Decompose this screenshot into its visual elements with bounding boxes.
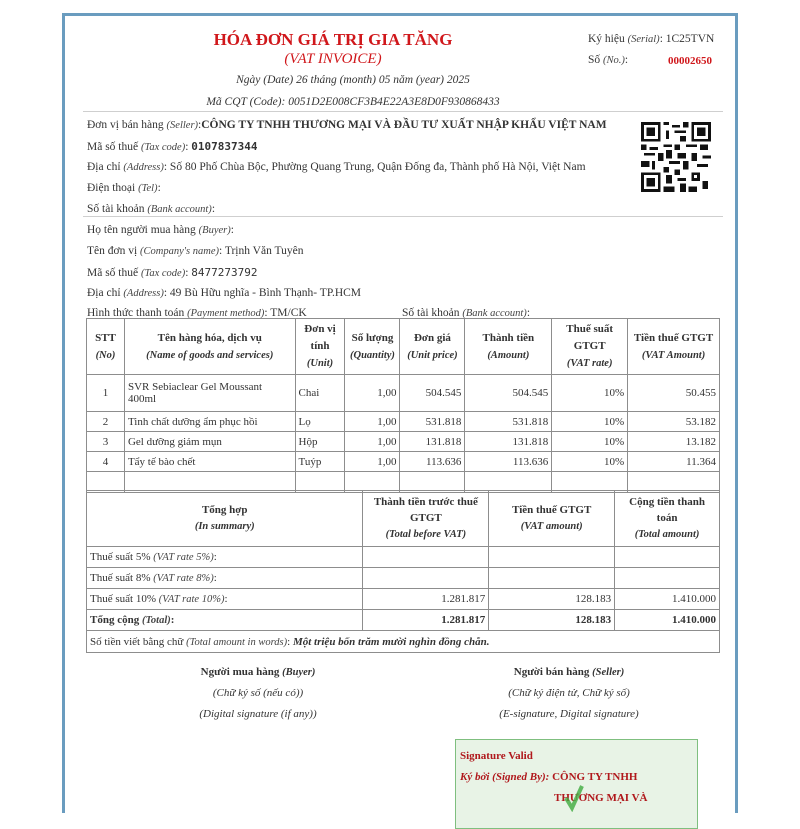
cell-no: 1 <box>87 375 125 412</box>
seller-sign-note: (Chữ ký điện tử, Chữ ký số) <box>508 687 630 699</box>
table-row <box>87 412 720 432</box>
invoice-no-line: Số (No.): <box>588 54 629 66</box>
summary-total <box>615 547 720 568</box>
no-label: Số <box>588 54 601 66</box>
buyer-bank-line: Số tài khoản (Bank account): <box>402 307 531 319</box>
summary-header-before: Thành tiền trước thuế GTGT (Total before VAT) <box>363 491 489 547</box>
buyer-tax-en: (Tax code) <box>140 268 186 279</box>
buyer-company-line: Tên đơn vị (Company's name): Trịnh Văn Tuyên <box>87 245 304 257</box>
summary-row <box>87 589 720 610</box>
cell-price: 504.545 <box>400 375 465 412</box>
buyer-tax-line: Mã số thuế (Tax code): 8477273792 <box>87 266 258 279</box>
summary-vat: 128.183 <box>489 589 615 610</box>
seller-name-line: Đơn vị bán hàng (Seller):CÔNG TY TNHH THƯƠNG MẠI VÀ ĐẦU TƯ XUẤT NHẬP KHẨU VIỆT NAM <box>87 119 607 131</box>
cell-name: Tẩy tế bào chết <box>124 452 295 472</box>
table-row <box>87 432 720 452</box>
summary-before: 1.281.817 <box>363 589 489 610</box>
items-header-row <box>87 319 720 375</box>
signed-by-name: CÔNG TY TNHH <box>552 771 638 783</box>
seller-address-en: (Address) <box>123 162 164 173</box>
serial-en: (Serial) <box>627 34 660 45</box>
buyer-en: (Buyer) <box>198 225 231 236</box>
seller-bank-label: Số tài khoản <box>87 203 145 215</box>
invoice-subtitle: (VAT INVOICE) <box>284 51 382 67</box>
cell-price: 113.636 <box>400 452 465 472</box>
invoice-date: Ngày (Date) 26 tháng (month) 05 năm (year) 2025 <box>236 74 470 86</box>
seller-bank-line: Số tài khoản (Bank account): <box>87 203 216 215</box>
invoice-title: HÓA ĐƠN GIÁ TRỊ GIA TĂNG <box>213 30 453 49</box>
seller-signature-block: Người bán hàng (Seller) (Chữ ký điện tử, Chữ ký số) (E-signature, Digital signature) <box>499 666 639 720</box>
seller-tax-en: (Tax code) <box>140 142 186 153</box>
cell-amount: 113.636 <box>465 452 552 472</box>
qr-code-icon <box>641 122 711 192</box>
payment-method-line: Hình thức thanh toán (Payment method): TM/CK <box>87 307 307 319</box>
seller-name-en: (Seller) <box>166 120 199 131</box>
seller-tax-code: 0107837344 <box>191 140 258 153</box>
summary-header-row <box>87 491 720 547</box>
cell-unit: Chai <box>295 375 345 412</box>
cell-rate: 10% <box>552 452 628 472</box>
serial-value: 1C25TVN <box>665 33 715 45</box>
signed-by-line <box>460 771 637 783</box>
digital-signature-box[interactable] <box>455 739 698 829</box>
summary-before <box>363 568 489 589</box>
col-header-unit: Đơn vị tính (Unit) <box>295 319 345 375</box>
summary-total <box>615 568 720 589</box>
col-header-rate: Thuế suất GTGT (VAT rate) <box>552 319 628 375</box>
seller-sign-title: Người bán hàng <box>513 666 590 678</box>
cell-name: Tinh chất dưỡng ẩm phục hồi <box>124 412 295 432</box>
signed-by-name-2: THƯƠNG MẠI VÀ <box>554 792 648 804</box>
seller-tax-label: Mã số thuế <box>87 141 139 153</box>
buyer-bank-label: Số tài khoản <box>402 307 460 319</box>
buyer-address-en: (Address) <box>123 288 164 299</box>
seller-address-label: Địa chỉ <box>87 161 121 173</box>
items-table <box>86 318 720 493</box>
seller-address-line: Địa chỉ (Address): Số 80 Phố Chùa Bộc, Phường Quang Trung, Quận Đống đa, Thành phố Hà Nội, Việt Nam <box>87 161 586 173</box>
divider <box>83 216 723 217</box>
cell-vat: 11.364 <box>628 452 720 472</box>
summary-row <box>87 547 720 568</box>
seller-tax-line: Mã số thuế (Tax code): 0107837344 <box>87 140 258 153</box>
cell-price: 131.818 <box>400 432 465 452</box>
seller-address: Số 80 Phố Chùa Bộc, Phường Quang Trung, Quận Đống đa, Thành phố Hà Nội, Việt Nam <box>169 161 586 173</box>
seller-tel-label: Điện thoại <box>87 182 136 194</box>
cell-name: SVR Sebiaclear Gel Moussant 400ml <box>124 375 295 412</box>
buyer-name-line: Họ tên người mua hàng (Buyer): <box>87 224 234 236</box>
cell-qty: 1,00 <box>345 375 400 412</box>
cell-rate: 10% <box>552 375 628 412</box>
buyer-signature-block: Người mua hàng (Buyer) (Chữ ký số (nếu có)) (Digital signature (if any)) <box>199 666 317 720</box>
summary-total: 1.410.000 <box>615 589 720 610</box>
buyer-company-en: (Company's name) <box>140 246 219 257</box>
signature-valid-label: Signature Valid <box>460 750 533 762</box>
buyer-address: 49 Bù Hữu nghĩa - Bình Thạnh- TP.HCM <box>169 287 362 299</box>
cell-no: 2 <box>87 412 125 432</box>
cell-amount: 531.818 <box>465 412 552 432</box>
cell-qty: 1,00 <box>345 452 400 472</box>
seller-name-label: Đơn vị bán hàng <box>87 119 164 131</box>
summary-header-total: Cộng tiền thanh toán (Total amount) <box>615 491 720 547</box>
summary-vat <box>489 547 615 568</box>
seller-sign-note-en: (E-signature, Digital signature) <box>499 708 639 720</box>
cqt-label: Mã CQT (Code): <box>206 96 289 108</box>
cell-unit: Hộp <box>295 432 345 452</box>
cell-qty: 1,00 <box>345 432 400 452</box>
payment-label: Hình thức thanh toán <box>87 307 185 319</box>
cqt-code: 0051D2E008CF3B4E22A3E8D0F930868433 <box>288 96 500 108</box>
amount-in-words-row <box>87 631 720 653</box>
summary-row-label: Thuế suất 10% (VAT rate 10%): <box>87 589 363 610</box>
buyer-tax-label: Mã số thuế <box>87 267 139 279</box>
summary-total-row <box>87 610 720 631</box>
summary-row-label: Thuế suất 5% (VAT rate 5%): <box>87 547 363 568</box>
seller-name: CÔNG TY TNHH THƯƠNG MẠI VÀ ĐẦU TƯ XUẤT NHẬP KHẨU VIỆT NAM <box>201 119 607 131</box>
payment-en: (Payment method) <box>187 308 265 319</box>
summary-vat <box>489 568 615 589</box>
cell-price: 531.818 <box>400 412 465 432</box>
seller-bank-en: (Bank account) <box>147 204 212 215</box>
seller-tel-en: (Tel) <box>138 183 158 194</box>
serial-line: Ký hiệu (Serial): 1C25TVN <box>588 33 715 45</box>
buyer-tax-code: 8477273792 <box>191 266 258 279</box>
col-header-amount: Thành tiền (Amount) <box>465 319 552 375</box>
cell-amount: 131.818 <box>465 432 552 452</box>
cell-unit: Tuýp <box>295 452 345 472</box>
total-before: 1.281.817 <box>363 610 489 631</box>
total-amount: 1.410.000 <box>615 610 720 631</box>
cell-name: Gel dưỡng giảm mụn <box>124 432 295 452</box>
divider <box>83 111 723 112</box>
cell-no: 4 <box>87 452 125 472</box>
cell-vat: 50.455 <box>628 375 720 412</box>
invoice-number: 00002650 <box>668 55 712 67</box>
table-row <box>87 452 720 472</box>
col-header-qty: Số lượng (Quantity) <box>345 319 400 375</box>
buyer-address-label: Địa chỉ <box>87 287 121 299</box>
buyer-company-label: Tên đơn vị <box>87 245 138 257</box>
invoice-frame <box>62 13 738 813</box>
buyer-address-line: Địa chỉ (Address): 49 Bù Hữu nghĩa - Bình Thạnh- TP.HCM <box>87 287 362 299</box>
buyer-sign-note-en: (Digital signature (if any)) <box>199 708 317 720</box>
col-header-vat: Tiền thuế GTGT (VAT Amount) <box>628 319 720 375</box>
total-label: Tổng cộng (Total): <box>87 610 363 631</box>
cell-amount: 504.545 <box>465 375 552 412</box>
buyer-company: Trịnh Văn Tuyên <box>224 245 304 257</box>
summary-header-vat: Tiền thuế GTGT (VAT amount) <box>489 491 615 547</box>
amount-in-words: Số tiền viết bằng chữ (Total amount in words): Một triệu bốn trăm mười nghìn đồng chẵn. <box>87 631 720 653</box>
cell-vat: 53.182 <box>628 412 720 432</box>
buyer-label: Họ tên người mua hàng <box>87 224 196 236</box>
cell-vat: 13.182 <box>628 432 720 452</box>
cell-no: 3 <box>87 432 125 452</box>
seller-tel-line: Điện thoại (Tel): <box>87 182 161 194</box>
table-row <box>87 375 720 412</box>
serial-label: Ký hiệu <box>588 33 625 45</box>
buyer-bank-en: (Bank account) <box>462 308 527 319</box>
buyer-sign-note: (Chữ ký số (nếu có)) <box>212 687 304 699</box>
checkmark-icon <box>564 782 584 812</box>
summary-row <box>87 568 720 589</box>
col-header-no: STT (No) <box>87 319 125 375</box>
summary-before <box>363 547 489 568</box>
summary-header-label: Tổng hợp (In summary) <box>87 491 363 547</box>
total-vat: 128.183 <box>489 610 615 631</box>
no-en: (No.) <box>603 55 625 66</box>
cqt-code-line <box>65 96 741 108</box>
col-header-price: Đơn giá (Unit price) <box>400 319 465 375</box>
buyer-sign-title: Người mua hàng <box>200 666 280 678</box>
summary-table <box>86 490 720 653</box>
col-header-name: Tên hàng hóa, dịch vụ (Name of goods and services) <box>124 319 295 375</box>
cell-unit: Lọ <box>295 412 345 432</box>
cell-qty: 1,00 <box>345 412 400 432</box>
payment-method: TM/CK <box>270 307 307 319</box>
signed-by-label: Ký bởi (Signed By): <box>460 771 550 783</box>
cell-rate: 10% <box>552 412 628 432</box>
summary-row-label: Thuế suất 8% (VAT rate 8%): <box>87 568 363 589</box>
cell-rate: 10% <box>552 432 628 452</box>
